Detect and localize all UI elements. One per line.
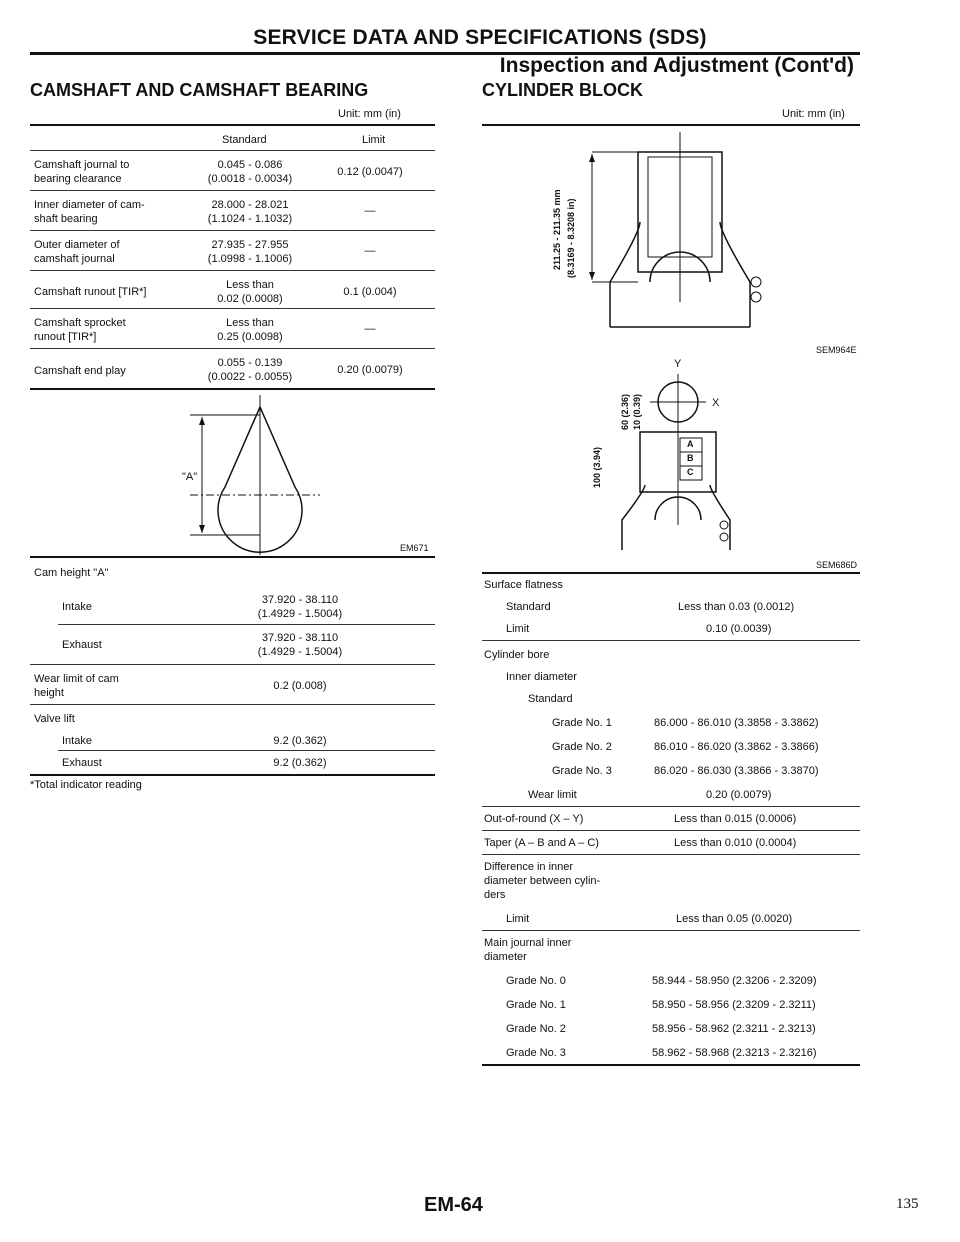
row-divider bbox=[30, 664, 435, 665]
row-divider bbox=[30, 270, 435, 271]
row-standard: (1.1024 - 1.1032) bbox=[207, 213, 293, 225]
fig2-dim-100: 100 (3.94) bbox=[592, 446, 602, 488]
footnote: *Total indicator reading bbox=[30, 779, 142, 791]
row-limit: — bbox=[364, 323, 376, 335]
row-standard: 27.935 - 27.955 bbox=[211, 239, 289, 251]
grade3-label: Grade No. 3 bbox=[552, 765, 612, 777]
fig2-dim-60: 60 (2.36) bbox=[620, 393, 630, 430]
row-standard: Less than bbox=[226, 317, 274, 329]
right-bottom-rule bbox=[482, 1064, 860, 1066]
row-limit: 0.12 (0.0047) bbox=[337, 166, 403, 178]
row-divider bbox=[482, 930, 860, 931]
wear-limit-label: Wear limit bbox=[528, 789, 577, 801]
mj-grade0-label: Grade No. 0 bbox=[506, 975, 566, 987]
fig2-y-label: Y bbox=[674, 358, 682, 370]
valve-lift-intake-label: Intake bbox=[62, 735, 92, 747]
mj-grade0-value: 58.944 - 58.950 (2.3206 - 2.3209) bbox=[652, 975, 817, 987]
row-standard: Less than bbox=[226, 279, 274, 291]
page-header-title: SERVICE DATA AND SPECIFICATIONS (SDS) bbox=[253, 26, 707, 49]
row-standard: 28.000 - 28.021 bbox=[211, 199, 289, 211]
grade3-value: 86.020 - 86.030 (3.3866 - 3.3870) bbox=[654, 765, 819, 777]
sf-limit-value: 0.10 (0.0039) bbox=[706, 623, 772, 635]
standard-label: Standard bbox=[528, 693, 573, 705]
page-number: 135 bbox=[896, 1196, 919, 1212]
valve-lift-exhaust-label: Exhaust bbox=[62, 757, 102, 769]
row-divider bbox=[482, 640, 860, 641]
cam-intake-value: 37.920 - 38.110 bbox=[261, 594, 339, 606]
mj-grade1-value: 58.950 - 58.956 (2.3209 - 2.3211) bbox=[652, 999, 816, 1011]
fig2-b-label: B bbox=[687, 453, 694, 463]
cylinder-block-height-figure bbox=[580, 132, 770, 332]
right-unit: Unit: mm (in) bbox=[782, 108, 845, 120]
col-standard-header: Standard bbox=[222, 134, 267, 146]
diff-limit-value: Less than 0.05 (0.0020) bbox=[676, 913, 793, 925]
row-divider bbox=[482, 854, 860, 855]
page-header-subtitle: Inspection and Adjustment (Cont'd) bbox=[499, 54, 854, 77]
fig2-dim-10: 10 (0.39) bbox=[632, 393, 642, 430]
row-label: runout [TIR*] bbox=[34, 331, 97, 343]
row-divider bbox=[30, 230, 435, 231]
diff-label: Difference in inner bbox=[484, 861, 574, 873]
right-table-top-rule bbox=[482, 572, 860, 574]
valve-lift-exhaust-value: 9.2 (0.362) bbox=[273, 757, 327, 769]
main-journal-label: diameter bbox=[484, 951, 527, 963]
mj-grade3-value: 58.962 - 58.968 (2.3213 - 2.3216) bbox=[652, 1047, 817, 1059]
right-section-title: CYLINDER BLOCK bbox=[482, 80, 643, 100]
cam-height-top-rule bbox=[30, 556, 435, 558]
taper-label: Taper (A – B and A – C) bbox=[484, 837, 599, 849]
cyl-bore-label: Cylinder bore bbox=[484, 649, 550, 661]
row-label: Camshaft runout [TIR*] bbox=[34, 286, 147, 298]
fig1-dim-mm: 211.25 - 211.35 mm bbox=[552, 189, 562, 270]
row-standard: 0.055 - 0.139 bbox=[217, 357, 283, 369]
row-standard: 0.02 (0.0008) bbox=[217, 293, 283, 305]
grade2-value: 86.010 - 86.020 (3.3862 - 3.3866) bbox=[654, 741, 819, 753]
page-code: EM-64 bbox=[424, 1194, 483, 1216]
grade1-label: Grade No. 1 bbox=[552, 717, 612, 729]
diff-label: diameter between cylin- bbox=[484, 875, 601, 887]
left-header-rule bbox=[30, 150, 435, 151]
wear-limit-value: 0.2 (0.008) bbox=[273, 680, 327, 692]
row-divider bbox=[30, 348, 435, 349]
row-divider bbox=[30, 308, 435, 309]
row-divider bbox=[482, 806, 860, 807]
row-divider bbox=[58, 624, 435, 625]
row-standard: 0.045 - 0.086 bbox=[217, 159, 283, 171]
cam-intake-label: Intake bbox=[62, 601, 92, 613]
valve-lift-intake-value: 9.2 (0.362) bbox=[273, 735, 327, 747]
diff-limit-label: Limit bbox=[506, 913, 530, 925]
row-standard: (0.0018 - 0.0034) bbox=[207, 173, 293, 185]
row-divider bbox=[30, 704, 435, 705]
cam-height-label: Cam height "A" bbox=[34, 567, 109, 579]
fig1-code: SEM964E bbox=[816, 345, 857, 355]
oor-value: Less than 0.015 (0.0006) bbox=[674, 813, 797, 825]
mj-grade2-value: 58.956 - 58.962 (2.3211 - 2.3213) bbox=[652, 1023, 816, 1035]
figure-code: EM671 bbox=[400, 543, 429, 553]
col-limit-header: Limit bbox=[362, 134, 386, 146]
row-limit: 0.1 (0.004) bbox=[343, 286, 397, 298]
inner-dia-label: Inner diameter bbox=[506, 671, 577, 683]
left-bottom-rule bbox=[30, 774, 435, 776]
row-label: Camshaft end play bbox=[34, 365, 126, 377]
row-standard: 0.25 (0.0098) bbox=[217, 331, 283, 343]
row-standard: (0.0022 - 0.0055) bbox=[207, 371, 293, 383]
left-section-title: CAMSHAFT AND CAMSHAFT BEARING bbox=[30, 80, 369, 100]
mj-grade3-label: Grade No. 3 bbox=[506, 1047, 566, 1059]
cam-intake-value: (1.4929 - 1.5004) bbox=[257, 608, 343, 620]
wear-limit-value: 0.20 (0.0079) bbox=[706, 789, 772, 801]
wear-limit-label: Wear limit of cam bbox=[34, 673, 119, 685]
row-label: Camshaft journal to bbox=[34, 159, 130, 171]
sf-standard-label: Standard bbox=[506, 601, 551, 613]
surface-flatness-label: Surface flatness bbox=[484, 579, 563, 591]
cam-exhaust-label: Exhaust bbox=[62, 639, 102, 651]
right-top-rule bbox=[482, 124, 860, 126]
row-limit: — bbox=[364, 205, 376, 217]
cam-exhaust-value: 37.920 - 38.110 bbox=[261, 632, 339, 644]
row-divider bbox=[58, 750, 435, 751]
row-divider bbox=[30, 190, 435, 191]
fig2-c-label: C bbox=[687, 467, 694, 477]
row-standard: (1.0998 - 1.1006) bbox=[207, 253, 293, 265]
left-table-bottom-rule bbox=[30, 388, 435, 390]
row-label: shaft bearing bbox=[34, 213, 98, 225]
sf-standard-value: Less than 0.03 (0.0012) bbox=[678, 601, 795, 613]
left-table-top-rule bbox=[30, 124, 435, 126]
left-unit: Unit: mm (in) bbox=[338, 108, 401, 120]
row-label: camshaft journal bbox=[34, 253, 115, 265]
fig2-code: SEM686D bbox=[816, 560, 858, 570]
row-label: bearing clearance bbox=[34, 173, 122, 185]
mj-grade1-label: Grade No. 1 bbox=[506, 999, 566, 1011]
row-label: Inner diameter of cam- bbox=[34, 199, 145, 211]
oor-label: Out-of-round (X – Y) bbox=[484, 813, 584, 825]
grade1-value: 86.000 - 86.010 (3.3858 - 3.3862) bbox=[654, 717, 819, 729]
bore-measurement-figure bbox=[600, 360, 740, 555]
fig2-x-label: X bbox=[712, 397, 720, 409]
row-divider bbox=[482, 830, 860, 831]
cam-exhaust-value: (1.4929 - 1.5004) bbox=[257, 646, 343, 658]
wear-limit-label: height bbox=[34, 687, 64, 699]
valve-lift-label: Valve lift bbox=[34, 713, 75, 725]
fig2-a-label: A bbox=[687, 439, 694, 449]
row-label: Camshaft sprocket bbox=[34, 317, 126, 329]
sf-limit-label: Limit bbox=[506, 623, 530, 635]
row-limit: 0.20 (0.0079) bbox=[337, 364, 403, 376]
taper-value: Less than 0.010 (0.0004) bbox=[674, 837, 797, 849]
main-journal-label: Main journal inner bbox=[484, 937, 572, 949]
row-label: Outer diameter of bbox=[34, 239, 120, 251]
fig1-dim-in: (8.3169 - 8.3208 in) bbox=[566, 198, 576, 278]
mj-grade2-label: Grade No. 2 bbox=[506, 1023, 566, 1035]
grade2-label: Grade No. 2 bbox=[552, 741, 612, 753]
diff-label: ders bbox=[484, 889, 506, 901]
row-limit: — bbox=[364, 245, 376, 257]
cam-figure-label: "A" bbox=[182, 471, 198, 483]
